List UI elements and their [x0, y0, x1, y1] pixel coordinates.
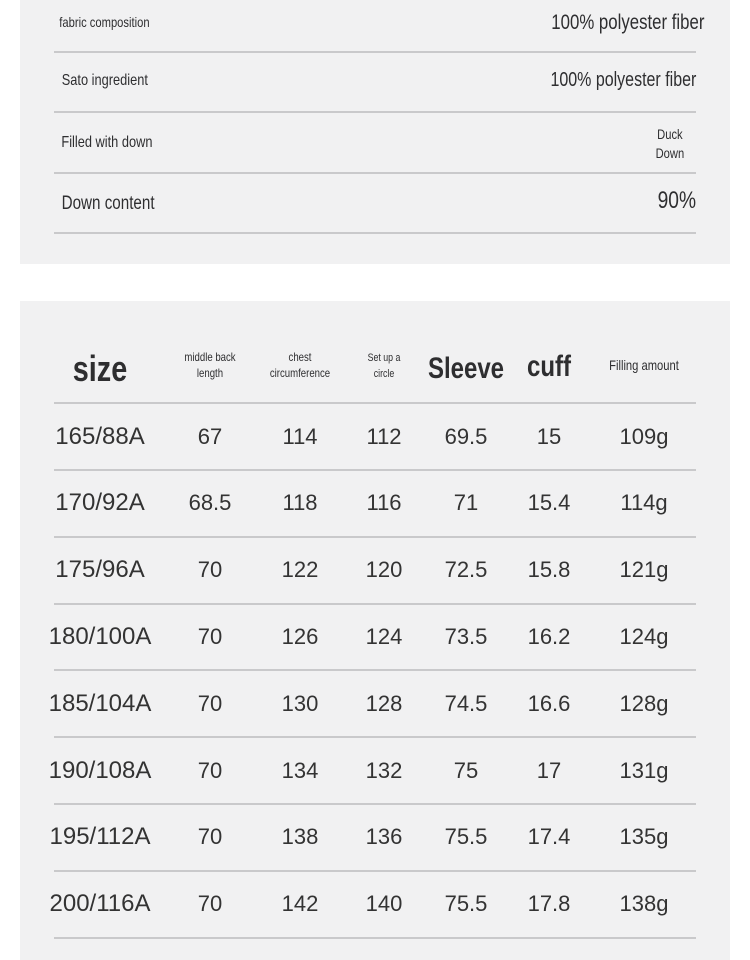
header-divider	[54, 301, 696, 404]
cell-middle-back-length: 70	[197, 824, 223, 850]
cell-size: 165/88A	[55, 422, 145, 450]
cell-sleeve: 75.5	[444, 891, 488, 917]
cell-filling-amount: 138g	[619, 891, 669, 917]
cell-cuff: 17	[536, 757, 562, 783]
spec-label: Down content	[61, 193, 155, 214]
size-chart-panel	[20, 301, 730, 960]
cell-sleeve: 73.5	[444, 623, 488, 649]
size-table-row	[49, 805, 696, 872]
cell-size: 190/108A	[48, 756, 152, 784]
spec-label: Sato ingredient	[61, 72, 148, 89]
cell-size: 185/104A	[48, 689, 152, 717]
cell-middle-back-length: 70	[197, 557, 223, 583]
cell-chest-circumference: 118	[282, 490, 318, 516]
cell-middle-back-length: 70	[197, 757, 223, 783]
cell-sleeve: 71	[453, 490, 479, 516]
cell-chest-circumference: 134	[281, 757, 319, 783]
cell-size: 175/96A	[55, 556, 145, 584]
cell-size: 180/100A	[48, 622, 152, 650]
cell-middle-back-length: 67	[197, 423, 223, 449]
cell-set-up-a-circle: 128	[365, 690, 403, 716]
spec-row-fabric-composition	[54, 0, 704, 53]
cell-set-up-a-circle: 132	[365, 757, 403, 783]
cell-filling-amount: 109g	[619, 423, 669, 449]
cell-size: 200/116A	[49, 890, 151, 918]
cell-filling-amount: 121g	[619, 557, 669, 583]
header-sleeve: Sleeve	[427, 352, 505, 385]
cell-set-up-a-circle: 112	[366, 423, 402, 449]
header-chest-circumference: chest circumference	[269, 350, 331, 380]
cell-filling-amount: 128g	[619, 690, 669, 716]
cell-filling-amount: 135g	[619, 824, 669, 850]
cell-middle-back-length: 70	[197, 690, 223, 716]
spec-row-sato-ingredient	[54, 53, 696, 113]
header-cuff: cuff	[527, 350, 571, 383]
header-middle-back-length: middle back length	[184, 350, 236, 380]
cell-cuff: 16.2	[527, 623, 571, 649]
cell-middle-back-length: 70	[197, 623, 223, 649]
size-table-row	[54, 538, 696, 605]
cell-chest-circumference: 138	[281, 824, 319, 850]
size-table-row	[49, 872, 696, 939]
spec-row-down-content	[54, 174, 696, 234]
cell-sleeve: 75.5	[444, 824, 488, 850]
size-table-row	[54, 404, 696, 471]
cell-cuff: 15.4	[527, 490, 571, 516]
cell-filling-amount: 124g	[619, 623, 669, 649]
cell-sleeve: 72.5	[444, 557, 488, 583]
cell-cuff: 16.6	[527, 690, 571, 716]
cell-filling-amount: 114g	[620, 490, 668, 516]
spec-value: 100% polyester fiber	[550, 69, 696, 91]
cell-set-up-a-circle: 140	[365, 891, 403, 917]
cell-chest-circumference: 130	[281, 690, 319, 716]
spec-row-filled-with-down	[54, 113, 696, 174]
spec-value-line: Down	[655, 145, 685, 161]
spec-value: 100% polyester fiber	[550, 11, 704, 34]
cell-set-up-a-circle: 136	[365, 824, 403, 850]
spec-label: Filled with down	[61, 134, 153, 151]
cell-sleeve: 75	[453, 757, 479, 783]
size-table-row	[48, 604, 696, 671]
cell-sleeve: 74.5	[444, 690, 488, 716]
material-specs-panel	[20, 0, 730, 264]
spec-value-line: Duck	[657, 126, 683, 142]
cell-set-up-a-circle: 124	[365, 623, 403, 649]
cell-chest-circumference: 114	[282, 423, 318, 449]
cell-cuff: 17.4	[527, 824, 571, 850]
cell-middle-back-length: 68.5	[188, 490, 232, 516]
cell-cuff: 15.8	[527, 557, 571, 583]
cell-size: 195/112A	[49, 823, 151, 851]
cell-chest-circumference: 122	[281, 557, 319, 583]
cell-cuff: 17.8	[527, 891, 571, 917]
cell-middle-back-length: 70	[197, 891, 223, 917]
spec-value: 90%	[657, 187, 696, 214]
cell-sleeve: 69.5	[444, 423, 488, 449]
cell-filling-amount: 131g	[619, 757, 669, 783]
cell-chest-circumference: 126	[281, 623, 319, 649]
cell-size: 170/92A	[55, 489, 145, 517]
header-size: size	[72, 348, 128, 389]
size-table-row	[54, 471, 696, 538]
header-set-up-a-circle: Set up a circle	[367, 352, 401, 380]
spec-label: fabric composition	[59, 14, 150, 30]
cell-cuff: 15	[536, 423, 562, 449]
header-filling-amount: Filling amount	[609, 357, 679, 373]
size-table-row	[48, 738, 696, 805]
size-table-row	[48, 671, 696, 738]
cell-chest-circumference: 142	[281, 891, 319, 917]
cell-set-up-a-circle: 116	[366, 490, 402, 516]
cell-set-up-a-circle: 120	[365, 557, 403, 583]
